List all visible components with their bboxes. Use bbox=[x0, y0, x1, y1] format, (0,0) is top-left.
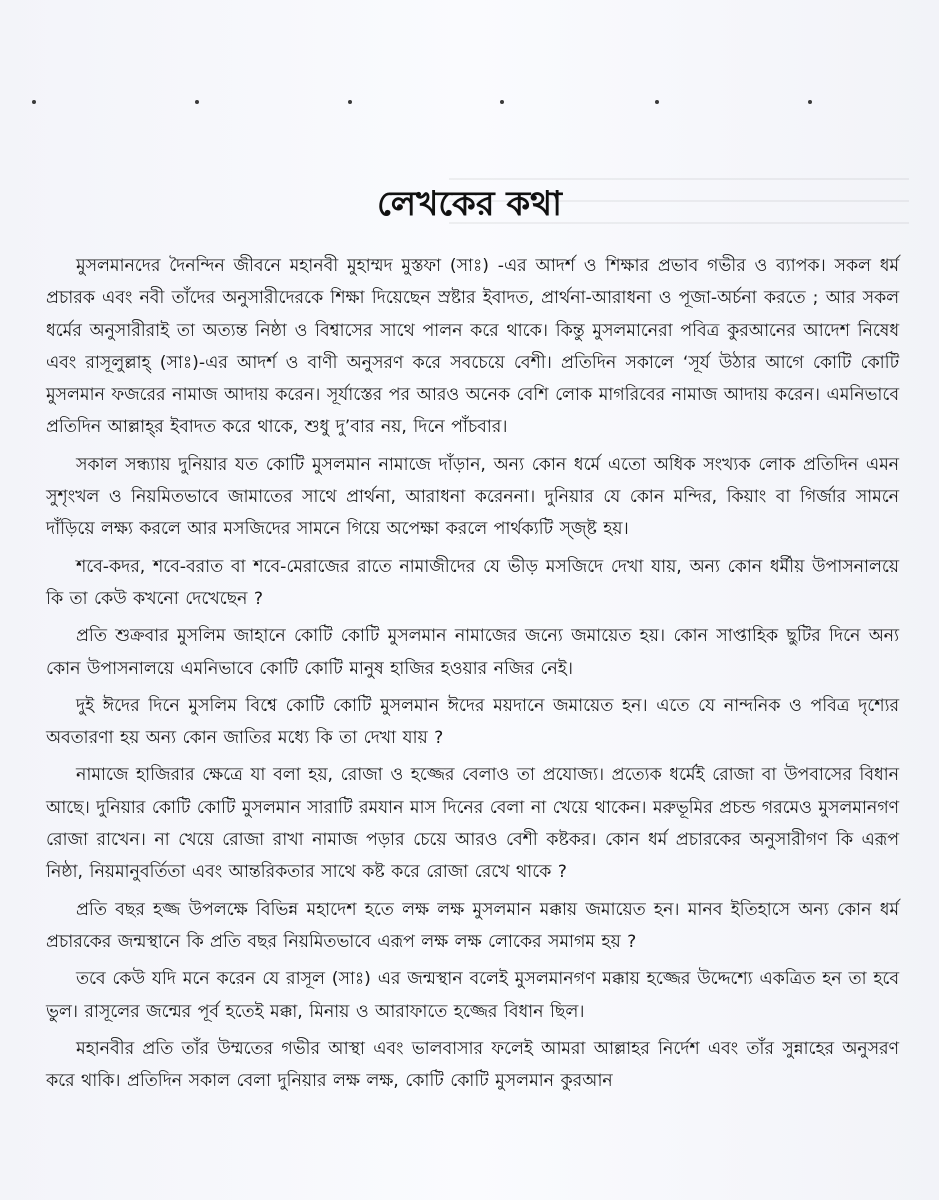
paragraph: প্রতি বছর হজ্জ উপলক্ষে বিভিন্ন মহাদেশ হতে লক্ষ লক্ষ মুসলমান মক্কায় জমায়েত হন। মানব ইতিহাসে অন্য কোন ধর্ম প্রচারকের জন্মস্থানে কি প্রতি বছর নিয়মিতভাবে এরূপ লক্ষ লক্ষ লোকের সমাগম হয় ? bbox=[46, 899, 899, 952]
page-speck bbox=[195, 100, 199, 104]
paragraph: নামাজে হাজিরার ক্ষেত্রে যা বলা হয়, রোজা ও হজ্জের বেলাও তা প্রযোজ্য। প্রত্যেক ধর্মেই রোজা বা উপবাসের বিধান আছে। দুনিয়ার কোটি কোটি মুসলমান সারাটি রমযান মাস দিনের বেলা না খেয়ে থাকেন। মরুভূমির প্রচন্ড গরমেও মুসলমানগণ রোজা রাখেন। না খেয়ে রোজা রাখা নামাজ পড়ার চেয়ে আরও বেশী কষ্টকর। কোন ধর্ম প্রচারকের অনুসারীগণ কি এরূপ নিষ্ঠা, নিয়মানুবর্তিতা এবং আন্তরিকতার সাথে কষ্ট করে রোজা রেখে থাকে ? bbox=[46, 765, 899, 883]
page-speck bbox=[808, 100, 812, 104]
paragraph: তবে কেউ যদি মনে করেন যে রাসূল (সাঃ) এর জন্মস্থান বলেই মুসলমানগণ মক্কায় হজ্জের উদ্দেশ্যে একত্রিত হন তা হবে ভুল। রাসূলের জন্মের পূর্ব হতেই মক্কা, মিনায় ও আরাফাতে হজ্জের বিধান ছিল। bbox=[46, 969, 899, 1022]
paragraph: মুসলমানদের দৈনন্দিন জীবনে মহানবী মুহাম্মদ মুস্তফা (সাঃ) -এর আদর্শ ও শিক্ষার প্রভাব গভীর ও ব্যাপক। সকল ধর্ম প্রচারক এবং নবী তাঁদের অনুসারীদেরকে শিক্ষা দিয়েছেন স্রষ্টার ইবাদত, প্রার্থনা-আরাধনা ও পূজা-অর্চনা করতে ; আর সকল ধর্মের অনুসারীরাই তা অত্যন্ত নিষ্ঠা ও বিশ্বাসের সাথে পালন করে থাকে। কিন্তু মুসলমানেরা পবিত্র কুরআনের আদেশ নিষেধ এবং রাসূলুল্লাহ্ (সাঃ)-এর আদর্শ ও বাণী অনুসরণ করে সবচেয়ে বেশী। প্রতিদিন সকালে ‘সূর্য উঠার আগে কোটি কোটি মুসলমান ফজরের নামাজ আদায় করেন। সূর্যাস্তের পর আরও অনেক বেশি লোক মাগরিবের নামাজ আদায় করেন। এমনিভাবে প্রতিদিন আল্লাহ্‌র ইবাদত করে থাকে, শুধু দু’বার নয়, দিনে পাঁচবার। bbox=[46, 256, 899, 438]
paragraph: সকাল সন্ধ্যায় দুনিয়ার যত কোটি মুসলমান নামাজে দাঁড়ান, অন্য কোন ধর্মে এতো অধিক সংখ্যক লোক প্রতিদিন এমন সুশৃংখল ও নিয়মিতভাবে জামাতের সাথে প্রার্থনা, আরাধনা করেননা। দুনিয়ার যে কোন মন্দির, কিয়াং বা গির্জার সামনে দাঁড়িয়ে লক্ষ্য করলে আর মসজিদের সামনে গিয়ে অপেক্ষা করলে পার্থক্যটি স্জ্‌ষ্ট হয়। bbox=[46, 454, 899, 540]
paragraph: দুই ঈদের দিনে মুসলিম বিশ্বে কোটি কোটি মুসলমান ঈদের ময়দানে জমায়েত হন। এতে যে নান্দনিক ও পবিত্র দৃশ্যের অবতারণা হয় অন্য কোন জাতির মধ্যে কি তা দেখা যায় ? bbox=[46, 695, 899, 749]
paragraph: মহানবীর প্রতি তাঁর উম্মতের গভীর আস্থা এবং ভালবাসার ফলেই আমরা আল্লাহর নির্দেশ এবং তাঁর সুন্নাহের অনুসরণ করে থাকি। প্রতিদিন সকাল বেলা দুনিয়ার লক্ষ লক্ষ, কোটি কোটি মুসলমান কুরআন bbox=[46, 1038, 899, 1092]
page-speck bbox=[655, 100, 659, 104]
page-title: লেখকের কথা bbox=[376, 184, 563, 224]
paragraph: শবে-কদর, শবে-বরাত বা শবে-মেরাজের রাতে নামাজীদের যে ভীড় মসজিদে দেখা যায়, অন্য কোন ধর্মীয় উপাসনালয়ে কি তা কেউ কখনো দেখেছেন ? bbox=[46, 556, 899, 609]
paragraph: প্রতি শুক্রবার মুসলিম জাহানে কোটি কোটি মুসলমান নামাজের জন্যে জমায়েত হয়। কোন সাপ্তাহিক ছুটির দিনে অন্য কোন উপাসনালয়ে এমনিভাবে কোটি কোটি মানুষ হাজির হওয়ার নজির নেই। bbox=[46, 626, 899, 679]
page-speck bbox=[348, 100, 352, 104]
page-speck bbox=[500, 100, 504, 104]
body-text bbox=[46, 250, 899, 1102]
page-speck bbox=[32, 100, 36, 104]
